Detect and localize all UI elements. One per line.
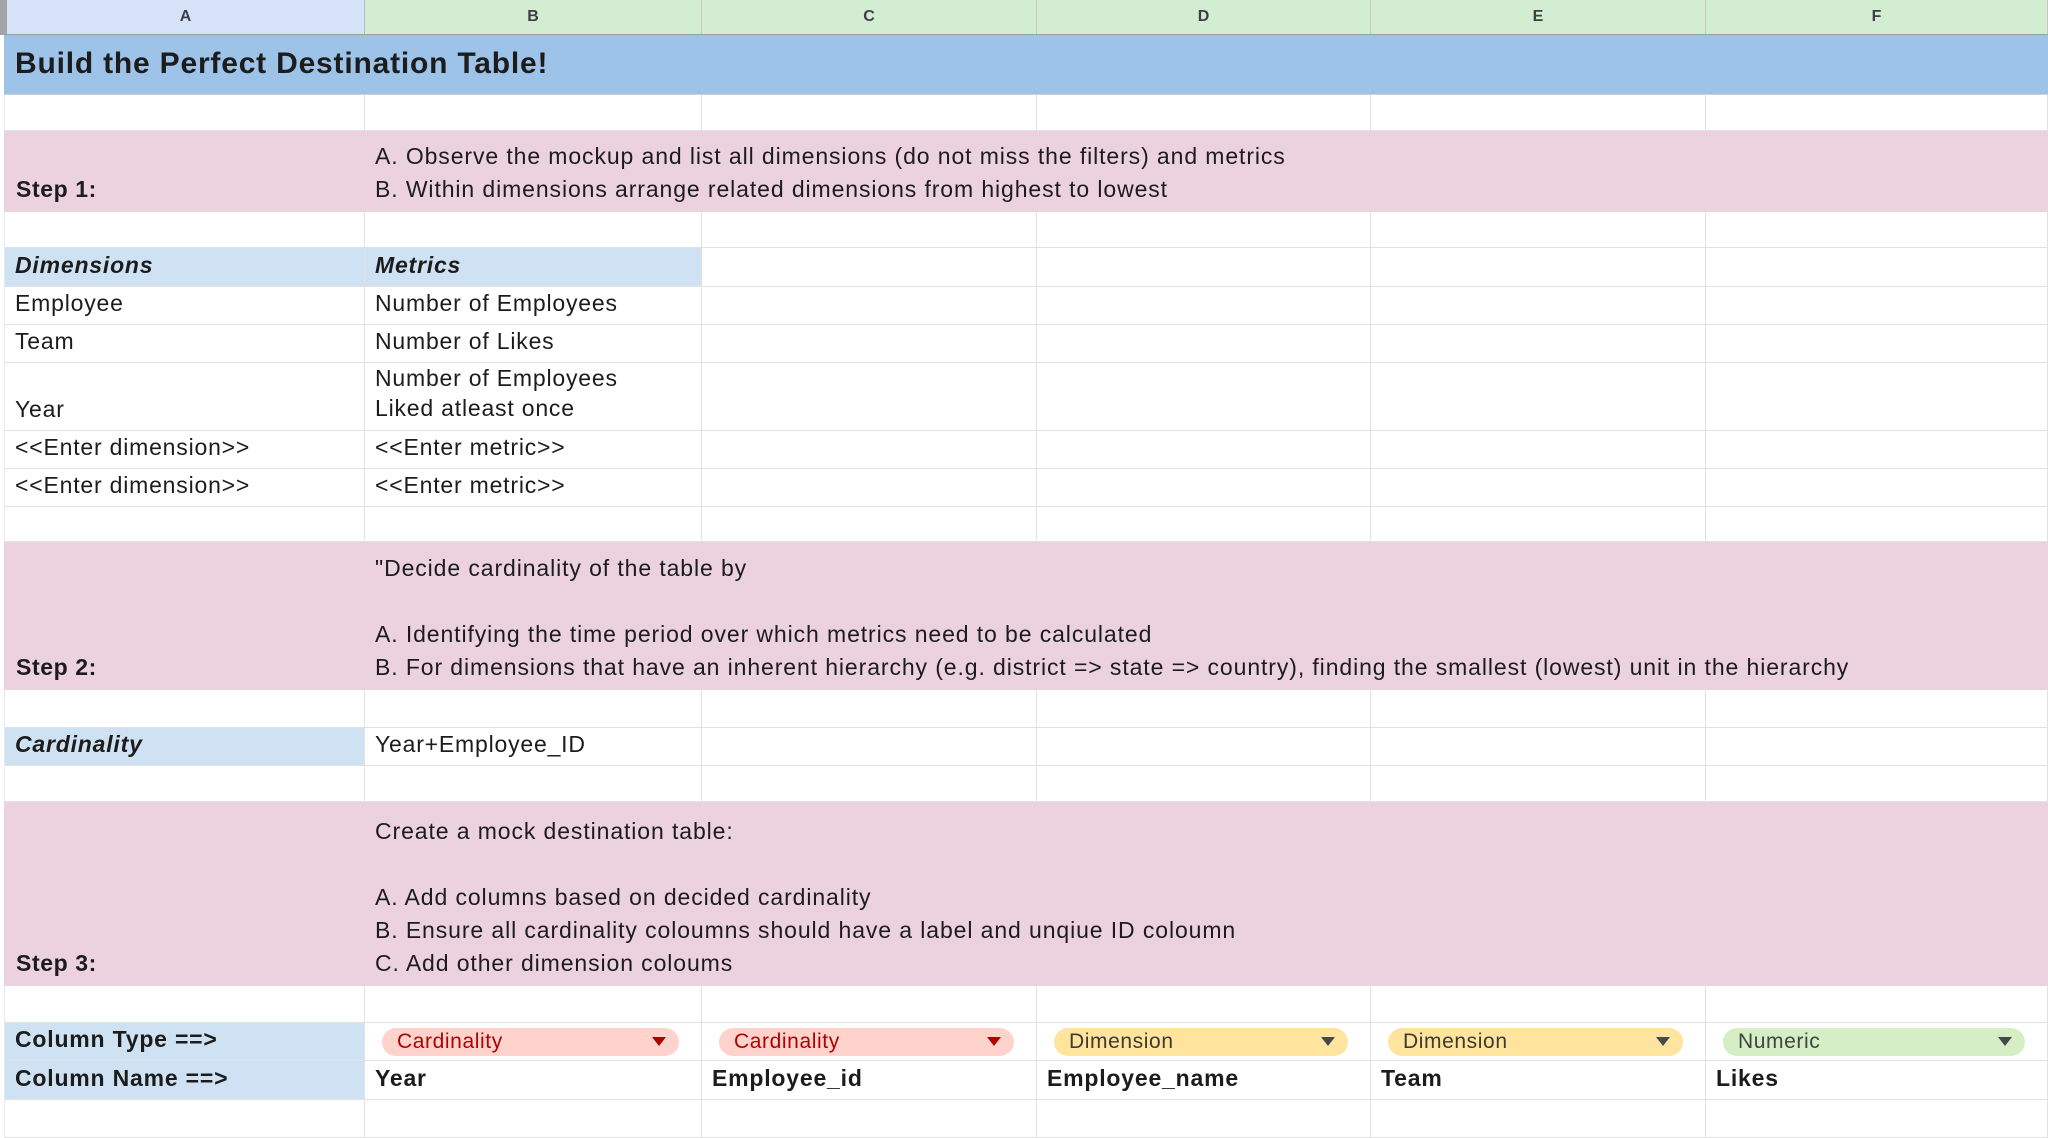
column-name-value: Team — [1381, 1065, 1443, 1091]
cell[interactable] — [1371, 431, 1706, 469]
metric-placeholder: <<Enter metric>> — [375, 434, 566, 460]
cell[interactable] — [1706, 766, 2048, 802]
column-name-row — [0, 1061, 2048, 1100]
chip-label: Cardinality — [397, 1029, 503, 1053]
column-type-dropdown-likes[interactable] — [1723, 1028, 2025, 1056]
cell[interactable] — [1706, 507, 2048, 542]
cell[interactable] — [4, 766, 365, 802]
cell[interactable] — [4, 507, 365, 542]
cell[interactable] — [702, 287, 1037, 325]
table-row — [0, 363, 2048, 431]
cell[interactable] — [1037, 431, 1371, 469]
step1-row[interactable] — [4, 131, 2048, 212]
metrics-header-label: Metrics — [375, 252, 462, 278]
step3-line-intro: Create a mock destination table: — [375, 818, 734, 844]
cell[interactable] — [702, 986, 1037, 1023]
column-type-label-cell[interactable] — [4, 1023, 365, 1061]
blank-row — [0, 507, 2048, 542]
cell[interactable] — [1371, 986, 1706, 1023]
cell[interactable] — [365, 986, 702, 1023]
step1-line-b: B. Within dimensions arrange related dimensions from highest to lowest — [375, 176, 1168, 202]
cell[interactable] — [365, 95, 702, 131]
cell[interactable] — [365, 507, 702, 542]
column-name-cell-f[interactable] — [1706, 1061, 2048, 1100]
column-header-e[interactable]: E — [1371, 0, 1706, 34]
cell[interactable] — [1037, 325, 1371, 363]
step2-label: Step 2: — [16, 654, 97, 680]
step1-line-a: A. Observe the mockup and list all dimensions (do not miss the filters) and metrics — [375, 143, 1286, 169]
cell[interactable] — [1706, 1100, 2048, 1138]
column-type-dropdown-employee-id[interactable] — [719, 1028, 1014, 1056]
column-type-cell-f[interactable] — [1706, 1023, 2048, 1061]
dimension-cell[interactable] — [4, 469, 365, 507]
column-name-value: Likes — [1716, 1065, 1779, 1091]
metric-value: Number of Employees — [375, 290, 618, 316]
cell[interactable] — [1037, 507, 1371, 542]
cell[interactable] — [1037, 287, 1371, 325]
step2-instructions — [375, 552, 1849, 684]
step3-line-a: A. Add columns based on decided cardinality — [375, 884, 872, 910]
column-name-value: Employee_name — [1047, 1065, 1239, 1091]
cell[interactable] — [702, 690, 1037, 728]
cell[interactable] — [4, 690, 365, 728]
dropdown-arrow-icon — [1998, 1037, 2012, 1046]
cell[interactable] — [1371, 507, 1706, 542]
cell[interactable] — [1037, 469, 1371, 507]
step3-line-blank — [375, 848, 1236, 881]
column-type-cell-b[interactable] — [365, 1023, 702, 1061]
column-type-cell-e[interactable] — [1371, 1023, 1706, 1061]
cell[interactable] — [702, 212, 1037, 248]
column-type-dropdown-year[interactable] — [382, 1028, 679, 1056]
blank-row — [0, 766, 2048, 802]
column-type-cell-c[interactable] — [702, 1023, 1037, 1061]
column-name-cell-e[interactable] — [1371, 1061, 1706, 1100]
cell[interactable] — [365, 690, 702, 728]
dimension-placeholder: <<Enter dimension>> — [15, 434, 251, 460]
step2-line-intro: "Decide cardinality of the table by — [375, 555, 748, 581]
cell[interactable] — [1037, 1100, 1371, 1138]
table-row — [0, 431, 2048, 469]
cell[interactable] — [365, 1100, 702, 1138]
dropdown-arrow-icon — [987, 1037, 1001, 1046]
column-name-label: Column Name ==> — [15, 1065, 229, 1091]
dimension-value: Employee — [15, 290, 124, 316]
blank-row — [0, 212, 2048, 248]
cell[interactable] — [702, 507, 1037, 542]
cell[interactable] — [1371, 728, 1706, 766]
cell[interactable] — [702, 363, 1037, 431]
cell[interactable] — [1706, 986, 2048, 1023]
cell[interactable] — [702, 325, 1037, 363]
cell[interactable] — [1037, 212, 1371, 248]
cardinality-label: Cardinality — [15, 731, 143, 757]
metric-cell[interactable] — [365, 287, 702, 325]
cell[interactable] — [1037, 363, 1371, 431]
cardinality-value-cell[interactable] — [365, 728, 702, 766]
cell[interactable] — [1706, 690, 2048, 728]
blank-row — [0, 95, 2048, 131]
cell[interactable] — [1706, 248, 2048, 287]
column-header-b[interactable]: B — [365, 0, 702, 34]
cell[interactable] — [1037, 986, 1371, 1023]
cell[interactable] — [1371, 212, 1706, 248]
cell[interactable] — [1371, 1100, 1706, 1138]
cell[interactable] — [365, 212, 702, 248]
metric-cell[interactable] — [365, 325, 702, 363]
column-header-d[interactable]: D — [1037, 0, 1371, 34]
cell[interactable] — [1037, 248, 1371, 287]
metric-cell[interactable] — [365, 431, 702, 469]
cell[interactable] — [1371, 469, 1706, 507]
chip-label: Cardinality — [734, 1029, 840, 1053]
column-header-f[interactable]: F — [1706, 0, 2048, 34]
cell[interactable] — [1706, 287, 2048, 325]
step3-row[interactable] — [4, 802, 2048, 986]
cell[interactable] — [1371, 690, 1706, 728]
dim-metrics-header-row — [0, 248, 2048, 287]
cell[interactable] — [1706, 728, 2048, 766]
column-type-label: Column Type ==> — [15, 1026, 218, 1052]
cell[interactable] — [365, 766, 702, 802]
cell[interactable] — [4, 212, 365, 248]
column-type-dropdown-team[interactable] — [1388, 1028, 1683, 1056]
column-name-cell-c[interactable] — [702, 1061, 1037, 1100]
column-name-value: Year — [375, 1065, 427, 1091]
column-header-row — [0, 0, 2048, 35]
cell[interactable] — [1371, 325, 1706, 363]
cell[interactable] — [4, 95, 365, 131]
step2-line-a: A. Identifying the time period over which metrics need to be calculated — [375, 621, 1153, 647]
cell[interactable] — [702, 469, 1037, 507]
dimensions-header-label: Dimensions — [15, 252, 154, 278]
page-title: Build the Perfect Destination Table! — [15, 47, 549, 80]
cell[interactable] — [1037, 95, 1371, 131]
column-name-value: Employee_id — [712, 1065, 863, 1091]
blank-row — [0, 690, 2048, 728]
cell[interactable] — [1371, 95, 1706, 131]
cell[interactable] — [702, 431, 1037, 469]
cell[interactable] — [1037, 690, 1371, 728]
cell[interactable] — [702, 248, 1037, 287]
dimension-cell[interactable] — [4, 431, 365, 469]
cell[interactable] — [1706, 363, 2048, 431]
step3-instructions — [375, 815, 1236, 980]
metric-cell[interactable] — [365, 469, 702, 507]
column-header-c[interactable]: C — [702, 0, 1037, 34]
chip-label: Dimension — [1403, 1029, 1508, 1053]
column-name-cell-b[interactable] — [365, 1061, 702, 1100]
corner-gutter — [0, 0, 7, 34]
chip-label: Dimension — [1069, 1029, 1174, 1053]
dimension-value: Year — [15, 396, 65, 422]
column-name-label-cell[interactable] — [4, 1061, 365, 1100]
metric-value: Number of Likes — [375, 328, 555, 354]
table-row — [0, 469, 2048, 507]
metric-value: Number of Employees Liked atleast once — [375, 365, 618, 421]
dropdown-arrow-icon — [652, 1037, 666, 1046]
table-row — [0, 287, 2048, 325]
title-row[interactable] — [4, 35, 2048, 95]
cell[interactable] — [1706, 325, 2048, 363]
chip-label: Numeric — [1738, 1029, 1821, 1053]
step3-line-c: C. Add other dimension coloums — [375, 950, 734, 976]
cell[interactable] — [702, 95, 1037, 131]
cell[interactable] — [4, 986, 365, 1023]
cell[interactable] — [1706, 95, 2048, 131]
cell[interactable] — [702, 1100, 1037, 1138]
column-header-a[interactable]: A — [7, 0, 365, 34]
cell[interactable] — [1706, 469, 2048, 507]
metrics-header-cell[interactable] — [365, 248, 702, 287]
cardinality-label-cell[interactable] — [4, 728, 365, 766]
dimension-placeholder: <<Enter dimension>> — [15, 472, 251, 498]
cell[interactable] — [1371, 287, 1706, 325]
step1-instructions — [375, 140, 1286, 206]
cell[interactable] — [1371, 248, 1706, 287]
step2-line-blank — [375, 585, 1849, 618]
step3-label: Step 3: — [16, 950, 97, 976]
step1-label: Step 1: — [16, 176, 97, 202]
cardinality-value: Year+Employee_ID — [375, 731, 586, 757]
cell[interactable] — [4, 1100, 365, 1138]
blank-row — [0, 1100, 2048, 1138]
dimension-value: Team — [15, 328, 75, 354]
cell[interactable] — [1706, 212, 2048, 248]
dropdown-arrow-icon — [1656, 1037, 1670, 1046]
step3-line-b: B. Ensure all cardinality coloumns should have a label and unqiue ID coloumn — [375, 917, 1237, 943]
dimensions-header-cell[interactable] — [4, 248, 365, 287]
column-name-cell-d[interactable] — [1037, 1061, 1371, 1100]
dropdown-arrow-icon — [1321, 1037, 1335, 1046]
cell[interactable] — [1371, 363, 1706, 431]
column-type-dropdown-employee-name[interactable] — [1054, 1028, 1348, 1056]
cell[interactable] — [1037, 766, 1371, 802]
step2-row[interactable] — [4, 542, 2048, 690]
blank-row — [0, 986, 2048, 1023]
dimension-cell[interactable] — [4, 325, 365, 363]
table-row — [0, 325, 2048, 363]
cell[interactable] — [1037, 728, 1371, 766]
metric-placeholder: <<Enter metric>> — [375, 472, 566, 498]
metric-cell[interactable] — [365, 363, 702, 431]
cardinality-row — [0, 728, 2048, 766]
step2-line-b: B. For dimensions that have an inherent hierarchy (e.g. district => state => country), finding the smallest (lowest) unit in the hierarchy — [375, 654, 1850, 680]
dimension-cell[interactable] — [4, 363, 365, 431]
cell[interactable] — [1371, 766, 1706, 802]
cell[interactable] — [702, 766, 1037, 802]
column-type-row — [0, 1023, 2048, 1061]
cell[interactable] — [1706, 431, 2048, 469]
column-type-cell-d[interactable] — [1037, 1023, 1371, 1061]
cell[interactable] — [702, 728, 1037, 766]
dimension-cell[interactable] — [4, 287, 365, 325]
